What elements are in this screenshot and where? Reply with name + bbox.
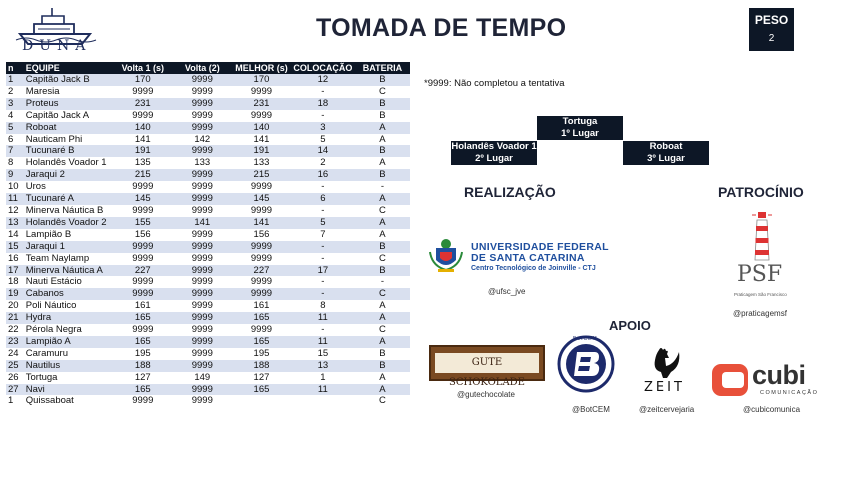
cubi-logo-text: cubi xyxy=(752,360,806,390)
best-time: 195 xyxy=(232,348,291,360)
placement: - xyxy=(291,276,355,288)
best-time: 165 xyxy=(232,384,291,396)
ufsc-line1: UNIVERSIDADE FEDERAL xyxy=(471,241,609,253)
lap1-time: 188 xyxy=(113,360,173,372)
row-number: 9 xyxy=(6,169,24,181)
lap1-time: 191 xyxy=(113,145,173,157)
col-header-team: EQUIPE xyxy=(24,62,113,74)
heat: A xyxy=(355,312,410,324)
placement: 16 xyxy=(291,169,355,181)
lap2-time: 9999 xyxy=(173,253,233,265)
team-name: Uros xyxy=(24,181,113,193)
table-row xyxy=(6,276,410,288)
row-number: 1 xyxy=(6,395,24,407)
col-header-n: n xyxy=(6,62,24,74)
best-time: 9999 xyxy=(232,288,291,300)
heat: B xyxy=(355,169,410,181)
lap2-time: 9999 xyxy=(173,122,233,134)
ufsc-logo-text xyxy=(471,242,609,273)
team-name: Jaraqui 2 xyxy=(24,169,113,181)
lighthouse-icon xyxy=(750,210,774,262)
table-row xyxy=(6,134,410,146)
lap2-time: 9999 xyxy=(173,74,233,86)
botcem-name: BotCEM xyxy=(573,336,598,342)
best-time xyxy=(232,395,291,407)
placement xyxy=(291,395,355,407)
lap2-time: 9999 xyxy=(173,98,233,110)
placement: 18 xyxy=(291,98,355,110)
lap1-time: 215 xyxy=(113,169,173,181)
logo-text: DUNA xyxy=(22,38,92,54)
psf-handle: @praticagemsf xyxy=(733,309,787,318)
heat: C xyxy=(355,324,410,336)
note-text: *9999: Não completou a tentativa xyxy=(424,78,565,89)
lap1-time: 9999 xyxy=(113,241,173,253)
placement: 14 xyxy=(291,145,355,157)
best-time: 9999 xyxy=(232,86,291,98)
table-header-row xyxy=(6,62,410,74)
row-number: 13 xyxy=(6,217,24,229)
lap1-time: 9999 xyxy=(113,205,173,217)
best-time: 9999 xyxy=(232,181,291,193)
table-row xyxy=(6,181,410,193)
table-row xyxy=(6,157,410,169)
psf-logo-sub: Praticagem São Francisco xyxy=(734,292,787,297)
heat: - xyxy=(355,276,410,288)
lap2-time: 9999 xyxy=(173,181,233,193)
team-name: Pérola Negra xyxy=(24,324,113,336)
table-row xyxy=(6,217,410,229)
best-time: 215 xyxy=(232,169,291,181)
botcem-logo-icon xyxy=(557,335,615,393)
col-header-best: MELHOR (s) xyxy=(232,62,291,74)
team-name: Navi xyxy=(24,384,113,396)
row-number: 27 xyxy=(6,384,24,396)
gute-handle: @gutechocolate xyxy=(457,390,515,399)
row-number: 23 xyxy=(6,336,24,348)
team-name: Tucunaré A xyxy=(24,193,113,205)
row-number: 15 xyxy=(6,241,24,253)
heat: - xyxy=(355,181,410,193)
best-time: 9999 xyxy=(232,276,291,288)
cubi-mark-icon xyxy=(710,362,750,398)
lap2-time: 9999 xyxy=(173,241,233,253)
team-name: Cabanos xyxy=(24,288,113,300)
heat: A xyxy=(355,372,410,384)
lap2-time: 9999 xyxy=(173,348,233,360)
gute-logo xyxy=(429,345,545,388)
podium-second xyxy=(451,141,537,165)
heat: B xyxy=(355,360,410,372)
best-time: 170 xyxy=(232,74,291,86)
heat: B xyxy=(355,265,410,277)
best-time: 140 xyxy=(232,122,291,134)
team-name: Holandês Voador 1 xyxy=(24,157,113,169)
row-number: 22 xyxy=(6,324,24,336)
botcem-handle: @BotCEM xyxy=(572,405,610,414)
table-row xyxy=(6,372,410,384)
psf-logo-text: PSF xyxy=(737,262,783,287)
row-number: 3 xyxy=(6,98,24,110)
best-time: 9999 xyxy=(232,205,291,217)
team-name: Tortuga xyxy=(24,372,113,384)
row-number: 1 xyxy=(6,74,24,86)
podium-first-team: Tortuga xyxy=(562,116,598,127)
table-row xyxy=(6,241,410,253)
col-header-lap1: Volta 1 (s) xyxy=(113,62,173,74)
table-row xyxy=(6,324,410,336)
podium-third-place: 3º Lugar xyxy=(647,153,685,164)
row-number: 11 xyxy=(6,193,24,205)
lap1-time: 155 xyxy=(113,217,173,229)
table-row xyxy=(6,336,410,348)
placement: 12 xyxy=(291,74,355,86)
heat: C xyxy=(355,395,410,407)
team-name: Maresia xyxy=(24,86,113,98)
heat: A xyxy=(355,157,410,169)
lap2-time: 9999 xyxy=(173,288,233,300)
table-row xyxy=(6,145,410,157)
lap2-time: 9999 xyxy=(173,360,233,372)
table-row xyxy=(6,395,410,407)
table-row xyxy=(6,169,410,181)
placement: - xyxy=(291,205,355,217)
table-row xyxy=(6,348,410,360)
lap1-time: 9999 xyxy=(113,253,173,265)
lap1-time: 195 xyxy=(113,348,173,360)
patrocinio-title: PATROCÍNIO xyxy=(718,184,804,200)
placement: - xyxy=(291,288,355,300)
table-row xyxy=(6,300,410,312)
lap1-time: 9999 xyxy=(113,181,173,193)
best-time: 141 xyxy=(232,134,291,146)
team-name: Jaraqui 1 xyxy=(24,241,113,253)
best-time: 231 xyxy=(232,98,291,110)
placement: 11 xyxy=(291,312,355,324)
best-time: 9999 xyxy=(232,241,291,253)
placement: 8 xyxy=(291,300,355,312)
lap2-time: 142 xyxy=(173,134,233,146)
team-name: Caramuru xyxy=(24,348,113,360)
lap1-time: 170 xyxy=(113,74,173,86)
heat: B xyxy=(355,145,410,157)
team-name: Nauti Estácio xyxy=(24,276,113,288)
lap1-time: 9999 xyxy=(113,324,173,336)
lap2-time: 9999 xyxy=(173,312,233,324)
col-header-placement: COLOCAÇÃO xyxy=(291,62,355,74)
heat: B xyxy=(355,241,410,253)
table-row xyxy=(6,205,410,217)
best-time: 127 xyxy=(232,372,291,384)
row-number: 6 xyxy=(6,134,24,146)
table-row xyxy=(6,122,410,134)
heat: A xyxy=(355,384,410,396)
row-number: 12 xyxy=(6,205,24,217)
table-row xyxy=(6,110,410,122)
col-header-lap2: Volta (2) xyxy=(173,62,233,74)
lap1-time: 161 xyxy=(113,300,173,312)
heat: A xyxy=(355,336,410,348)
row-number: 19 xyxy=(6,288,24,300)
lap2-time: 9999 xyxy=(173,205,233,217)
lap2-time: 9999 xyxy=(173,336,233,348)
lap2-time: 9999 xyxy=(173,265,233,277)
team-name: Team Naylamp xyxy=(24,253,113,265)
lap2-time: 9999 xyxy=(173,169,233,181)
lap1-time: 156 xyxy=(113,229,173,241)
team-name: Tucunaré B xyxy=(24,145,113,157)
heat: B xyxy=(355,348,410,360)
team-name: Minerva Náutica A xyxy=(24,265,113,277)
placement: - xyxy=(291,241,355,253)
lap2-time: 9999 xyxy=(173,276,233,288)
team-name: Lampião B xyxy=(24,229,113,241)
weight-badge xyxy=(749,8,794,51)
row-number: 5 xyxy=(6,122,24,134)
team-name: Proteus xyxy=(24,98,113,110)
table-row xyxy=(6,98,410,110)
lap2-time: 133 xyxy=(173,157,233,169)
best-time: 9999 xyxy=(232,110,291,122)
table-row xyxy=(6,86,410,98)
zeit-handle: @zeitcervejaria xyxy=(639,405,695,414)
lap2-time: 149 xyxy=(173,372,233,384)
heat: C xyxy=(355,288,410,300)
heat: B xyxy=(355,110,410,122)
row-number: 18 xyxy=(6,276,24,288)
heat: A xyxy=(355,134,410,146)
lap1-time: 231 xyxy=(113,98,173,110)
best-time: 133 xyxy=(232,157,291,169)
placement: 2 xyxy=(291,157,355,169)
team-name: Nautilus xyxy=(24,360,113,372)
table-row xyxy=(6,288,410,300)
table-row xyxy=(6,74,410,86)
placement: 5 xyxy=(291,217,355,229)
table-row xyxy=(6,360,410,372)
lap1-time: 227 xyxy=(113,265,173,277)
heat: C xyxy=(355,205,410,217)
team-name: Capitão Jack B xyxy=(24,74,113,86)
placement: 15 xyxy=(291,348,355,360)
zeit-logo-text: ZEIT xyxy=(644,380,685,395)
team-name: Nauticam Phi xyxy=(24,134,113,146)
rooster-icon xyxy=(645,346,681,380)
lap1-time: 9999 xyxy=(113,276,173,288)
row-number: 25 xyxy=(6,360,24,372)
page-title: TOMADA DE TEMPO xyxy=(316,14,567,42)
best-time: 227 xyxy=(232,265,291,277)
placement: - xyxy=(291,324,355,336)
lap2-time: 141 xyxy=(173,217,233,229)
team-name: Capitão Jack A xyxy=(24,110,113,122)
row-number: 7 xyxy=(6,145,24,157)
lap2-time: 9999 xyxy=(173,300,233,312)
team-name: Quissaboat xyxy=(24,395,113,407)
row-number: 14 xyxy=(6,229,24,241)
heat: A xyxy=(355,122,410,134)
row-number: 21 xyxy=(6,312,24,324)
row-number: 17 xyxy=(6,265,24,277)
table-row xyxy=(6,229,410,241)
table-row xyxy=(6,384,410,396)
placement: - xyxy=(291,86,355,98)
lap1-time: 165 xyxy=(113,336,173,348)
col-header-heat: BATERIA xyxy=(355,62,410,74)
row-number: 20 xyxy=(6,300,24,312)
best-time: 165 xyxy=(232,312,291,324)
row-number: 24 xyxy=(6,348,24,360)
table-row xyxy=(6,312,410,324)
best-time: 188 xyxy=(232,360,291,372)
lap2-time: 9999 xyxy=(173,384,233,396)
row-number: 16 xyxy=(6,253,24,265)
lap2-time: 9999 xyxy=(173,110,233,122)
lap1-time: 165 xyxy=(113,312,173,324)
team-name: Roboat xyxy=(24,122,113,134)
weight-value: 2 xyxy=(768,33,775,44)
team-name: Holandês Voador 2 xyxy=(24,217,113,229)
heat: C xyxy=(355,86,410,98)
placement: 11 xyxy=(291,384,355,396)
placement: 11 xyxy=(291,336,355,348)
team-name: Hydra xyxy=(24,312,113,324)
lap2-time: 9999 xyxy=(173,395,233,407)
heat: B xyxy=(355,74,410,86)
table-row xyxy=(6,253,410,265)
lap1-time: 141 xyxy=(113,134,173,146)
ufsc-crest-icon xyxy=(426,234,466,274)
cubi-handle: @cubicomunica xyxy=(743,405,801,414)
podium-second-place: 2º Lugar xyxy=(475,153,513,164)
lap1-time: 145 xyxy=(113,193,173,205)
lap1-time: 140 xyxy=(113,122,173,134)
podium-third xyxy=(623,141,709,165)
lap2-time: 9999 xyxy=(173,193,233,205)
ufsc-line2: DE SANTA CATARINA xyxy=(471,252,585,264)
realizacao-title: REALIZAÇÃO xyxy=(464,184,556,200)
heat: A xyxy=(355,217,410,229)
lap2-time: 9999 xyxy=(173,324,233,336)
podium-third-team: Roboat xyxy=(649,141,683,152)
heat: A xyxy=(355,300,410,312)
weight-label: PESO xyxy=(754,13,789,27)
lap2-time: 9999 xyxy=(173,86,233,98)
table-row xyxy=(6,265,410,277)
team-name: Minerva Náutica B xyxy=(24,205,113,217)
lap1-time: 9999 xyxy=(113,110,173,122)
heat: B xyxy=(355,98,410,110)
best-time: 141 xyxy=(232,217,291,229)
placement: - xyxy=(291,181,355,193)
placement: - xyxy=(291,110,355,122)
lap2-time: 9999 xyxy=(173,229,233,241)
placement: 6 xyxy=(291,193,355,205)
lap2-time: 9999 xyxy=(173,145,233,157)
lap1-time: 165 xyxy=(113,384,173,396)
podium-first xyxy=(537,116,623,140)
placement: 17 xyxy=(291,265,355,277)
row-number: 2 xyxy=(6,86,24,98)
lap1-time: 127 xyxy=(113,372,173,384)
cubi-logo-sub: COMUNICAÇÃO xyxy=(760,390,819,396)
heat: A xyxy=(355,193,410,205)
best-time: 191 xyxy=(232,145,291,157)
best-time: 165 xyxy=(232,336,291,348)
podium-second-team: Holandês Voador 1 xyxy=(451,141,537,152)
placement: 1 xyxy=(291,372,355,384)
podium-first-place: 1º Lugar xyxy=(561,128,599,139)
table-row xyxy=(6,193,410,205)
placement: - xyxy=(291,253,355,265)
heat: C xyxy=(355,253,410,265)
row-number: 26 xyxy=(6,372,24,384)
placement: 7 xyxy=(291,229,355,241)
ufsc-line3: Centro Tecnológico de Joinville - CTJ xyxy=(471,265,596,272)
best-time: 9999 xyxy=(232,253,291,265)
row-number: 4 xyxy=(6,110,24,122)
row-number: 8 xyxy=(6,157,24,169)
gute-logo-text: GUTE SCHOKOLADE xyxy=(435,353,539,373)
placement: 3 xyxy=(291,122,355,134)
row-number: 10 xyxy=(6,181,24,193)
placement: 13 xyxy=(291,360,355,372)
results-table xyxy=(6,62,410,407)
heat: A xyxy=(355,229,410,241)
lap1-time: 9999 xyxy=(113,288,173,300)
placement: 5 xyxy=(291,134,355,146)
team-name: Poli Náutico xyxy=(24,300,113,312)
best-time: 161 xyxy=(232,300,291,312)
lap1-time: 9999 xyxy=(113,395,173,407)
best-time: 145 xyxy=(232,193,291,205)
best-time: 156 xyxy=(232,229,291,241)
team-name: Lampião A xyxy=(24,336,113,348)
ufsc-handle: @ufsc_jve xyxy=(488,287,526,296)
best-time: 9999 xyxy=(232,324,291,336)
lap1-time: 135 xyxy=(113,157,173,169)
apoio-title: APOIO xyxy=(609,318,651,333)
lap1-time: 9999 xyxy=(113,86,173,98)
